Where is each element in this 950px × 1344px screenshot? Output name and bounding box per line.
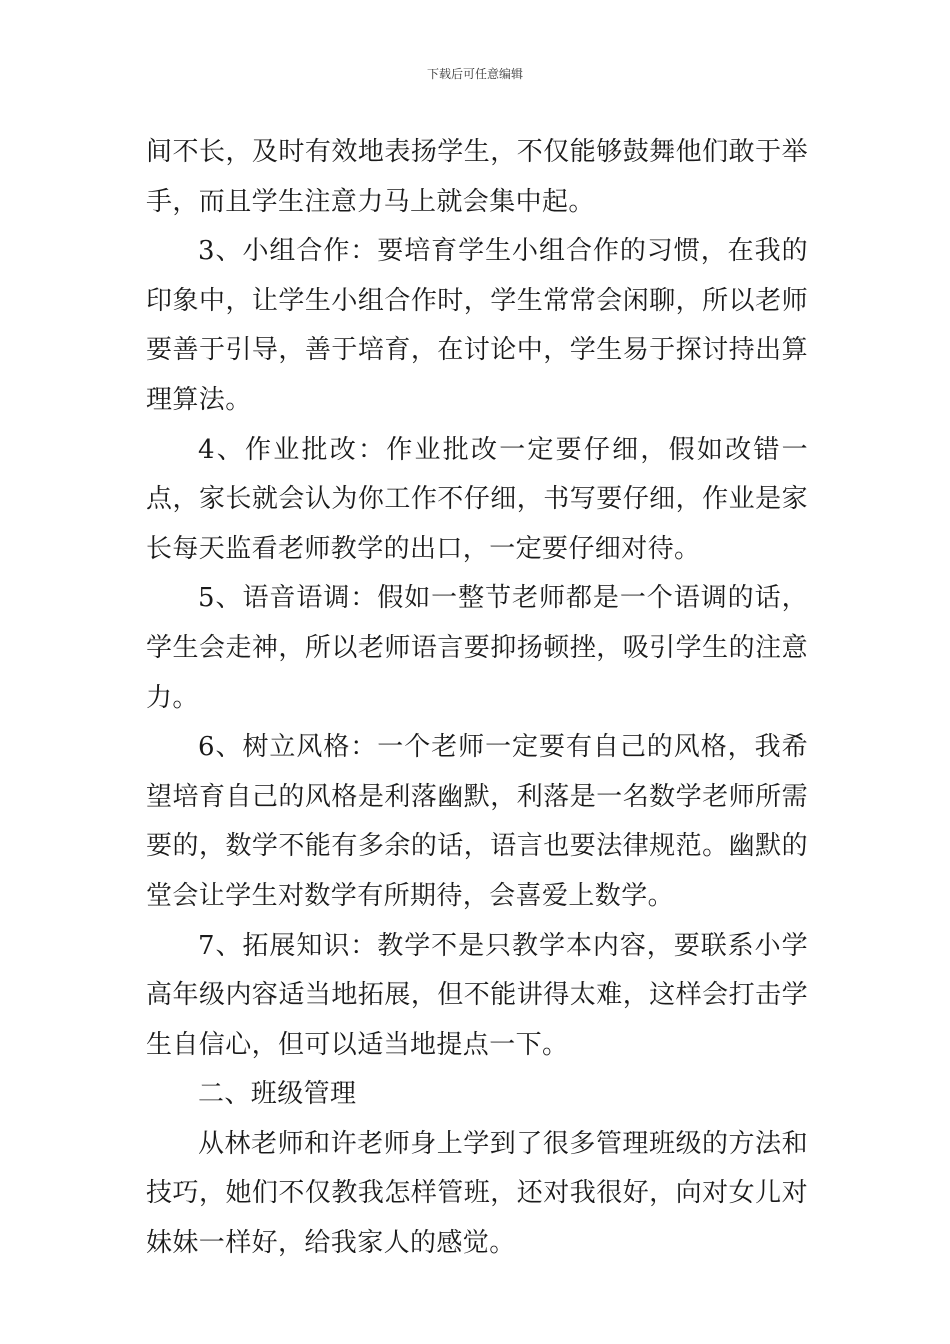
- paragraph-knowledge-extension: 7、拓展知识：教学不是只教学本内容，要联系小学高年级内容适当地拓展，但不能讲得太难，这样会打击学生自信心，但可以适当地提点一下。: [146, 930, 808, 1060]
- paragraph-homework-grading: 4、作业批改：作业批改一定要仔细，假如改错一点，家长就会认为你工作不仔细，书写要仔细，作业是家长每天监看老师教学的出口，一定要仔细对待。: [146, 434, 808, 564]
- paragraph-continuation: 间不长，及时有效地表扬学生，不仅能够鼓舞他们敢于举手，而且学生注意力马上就会集中起。: [146, 137, 808, 217]
- paragraph-intonation: 5、语音语调：假如一整节老师都是一个语调的话，学生会走神，所以老师语言要抑扬顿挫，吸引学生的注意力。: [146, 583, 808, 713]
- paragraph-class-management: 从林老师和许老师身上学到了很多管理班级的方法和技巧，她们不仅教我怎样管班，还对我很好，向对女儿对妹妹一样好，给我家人的感觉。: [146, 1128, 808, 1259]
- paragraph-teaching-style: 6、树立风格：一个老师一定要有自己的风格，我希望培育自己的风格是利落幽默，利落是一名数学老师所需要的，数学不能有多余的话，语言也要法律规范。幽默的堂会让学生对数学有所期待，会喜爱上数学。: [146, 732, 808, 911]
- document-body: [146, 128, 808, 1269]
- section-heading-class-management: 二、班级管理: [198, 1079, 357, 1110]
- page-header: 下载后可任意编辑: [426, 67, 523, 81]
- paragraph-group-cooperation: 3、小组合作：要培育学生小组合作的习惯，在我的印象中，让学生小组合作时，学生常常会闲聊，所以老师要善于引导，善于培育，在讨论中，学生易于探讨持出算理算法。: [146, 236, 808, 415]
